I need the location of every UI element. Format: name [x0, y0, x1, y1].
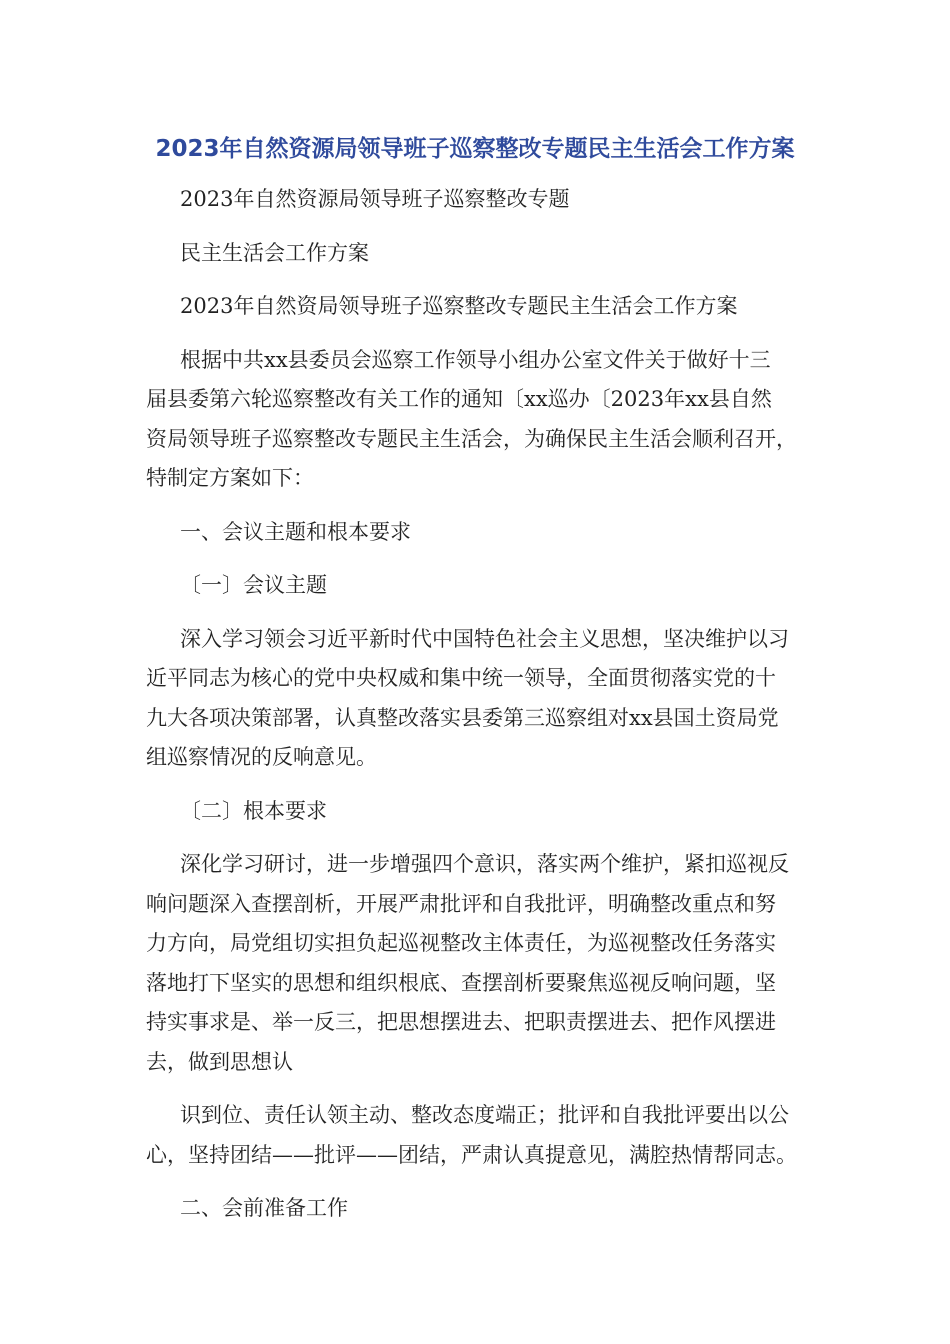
text-line: 响问题深入查摆剖析，开展严肃批评和自我批评，明确整改重点和努 — [146, 891, 776, 916]
text-line: 〔二〕根本要求 — [180, 798, 327, 823]
paragraph — [146, 620, 826, 778]
text-line: 组巡察情况的反响意见。 — [146, 745, 377, 769]
text-line: 去，做到思想认 — [146, 1049, 293, 1074]
paragraph — [146, 341, 826, 499]
text-line: 九大各项决策部署，认真整改落实县委第三巡察组对xx县国土资局党 — [146, 705, 779, 730]
text-line: 持实事求是、举一反三，把思想摆进去、把职责摆进去、把作风摆进 — [146, 1010, 776, 1034]
text-line: 心，坚持团结——批评——团结，严肃认真提意见，满腔热情帮同志。 — [146, 1142, 797, 1167]
text-line: 落地打下坚实的思想和组织根底、查摆剖析要聚焦巡视反响问题，坚 — [146, 970, 776, 995]
document-body — [146, 180, 826, 1243]
paragraph — [146, 234, 826, 274]
text-line: 深入学习领会习近平新时代中国特色社会主义思想，坚决维护以习 — [180, 626, 789, 651]
paragraph — [146, 287, 826, 327]
paragraph — [146, 566, 826, 606]
paragraph — [146, 1096, 826, 1175]
text-line: 2023年自然资源局领导班子巡察整改专题 — [180, 187, 570, 211]
paragraph — [146, 845, 826, 1082]
text-line: 识到位、责任认领主动、整改态度端正；批评和自我批评要出以公 — [180, 1103, 789, 1127]
document-title: 2023年自然资源局领导班子巡察整改专题民主生活会工作方案 — [155, 136, 795, 162]
text-line: 根据中共xx县委员会巡察工作领导小组办公室文件关于做好十三 — [180, 347, 771, 372]
text-line: 2023年自然资局领导班子巡察整改专题民主生活会工作方案 — [180, 294, 738, 318]
paragraph — [146, 1189, 826, 1229]
text-line: 二、会前准备工作 — [180, 1196, 348, 1220]
paragraph — [146, 180, 826, 220]
text-line: 深化学习研讨，进一步增强四个意识，落实两个维护，紧扣巡视反 — [180, 852, 789, 876]
text-line: 〔一〕会议主题 — [180, 573, 327, 597]
text-line: 近平同志为核心的党中央权威和集中统一领导，全面贯彻落实党的十 — [146, 666, 776, 690]
paragraph — [146, 792, 826, 832]
text-line: 届县委第六轮巡察整改有关工作的通知〔xx巡办〔2023年xx县自然 — [146, 387, 772, 411]
text-line: 资局领导班子巡察整改专题民主生活会，为确保民主生活会顺利召开， — [146, 426, 797, 451]
text-line: 力方向，局党组切实担负起巡视整改主体责任，为巡视整改任务落实 — [146, 931, 776, 955]
paragraph — [146, 513, 826, 553]
text-line: 一、会议主题和根本要求 — [180, 519, 411, 544]
text-line: 民主生活会工作方案 — [180, 240, 369, 265]
text-line: 特制定方案如下： — [146, 466, 314, 490]
